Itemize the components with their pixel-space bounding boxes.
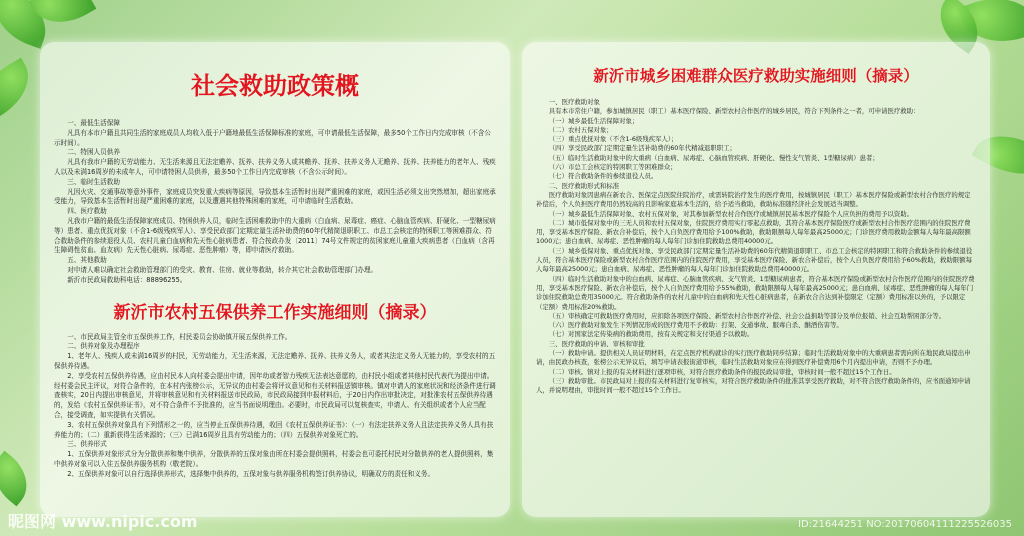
list-item: （四）享受民政部门定期定量生活补助费的60年代精减退职职工； bbox=[548, 144, 736, 153]
list-item: （二）农村五保对象； bbox=[548, 125, 613, 134]
paragraph: 凡具有我市户籍的无劳动能力、无生活来源且无法定赡养、抚养、扶养义务人或其赡养、抚养、扶养义务人无赡养、抚养、扶养能力的老年人、残疾人以及未满16周岁的未成年人，可申请特困人员供养，最多50个工作日内完成审核（不含公示时间）。 bbox=[54, 158, 496, 176]
paragraph: （七）对国家法定传染病的救助费用，按有关规定和支付渠道予以救助。 bbox=[548, 330, 754, 339]
paragraph: 对申请人难以确定社会救助管理部门的受灾、教育、住房、就业等救助，转介其它社会救助管理部门办理。 bbox=[67, 265, 378, 274]
social-assistance-title: 社会救助政策概 bbox=[191, 72, 359, 100]
list-item: （一）城乡最低生活保障对象； bbox=[548, 116, 639, 125]
right-panel bbox=[522, 42, 990, 517]
paragraph: （四）临时生活救助对象中的白血病、尿毒症、心脑血管疾病、支气管炎、1型糖尿病患者，符合基本医疗保险或新型农村合作医疗范围内的住院医疗费用，享受基本医疗保险、新农合补偿后，按个人自负医疗费用给予55%救助，救助限额每人每年最高25000元；患白血病、尿毒症、恶性肿瘤的每人每年门诊加住院救助总费用35000元。符合救助条件的农村儿童中的白血病和先天性心脏病患者，在新农合合达到补偿限定（定额）费用标准以外的，予以限定（定额）费用标准20%救助。 bbox=[536, 274, 975, 311]
paragraph: 2、五保供养对象可以自行选择供养形式，选择集中供养的，五保对象与供养服务机构签订供养协议，明确双方的责任和义务。 bbox=[67, 469, 435, 478]
paragraph: 1、五保供养对象形式分为分散供养和集中供养，分散供养的五保对象由所在村委会提供照料，村委会也可委托村民对分散供养的老人提供照料，集中供养对象可以入住五保供养服务机构（敬老院）。 bbox=[54, 450, 494, 468]
watermark-logo: 昵图网 www.nipic.com bbox=[8, 512, 198, 531]
heading: 四、医疗救助 bbox=[67, 207, 107, 216]
medical-assistance-title: 新沂市城乡困难群众医疗救助实施细则（摘录） bbox=[593, 67, 919, 85]
paragraph: （二）城市低保对象中的三无人员和农村五保对象，住院医疗费用实行零起点救助，其符合基本医疗保险医疗或新型农村合作医疗范围内的住院医疗费用，享受基本医疗保险、新农合补偿后，按个人自负医疗费用给予100%救助，救助限额每人每年最高25000元；门诊医疗费用救助金额每人每年最高限额1000元；患白血病、尿毒症、恶性肿瘤的每人每年门诊加住院救助总费用40000元。 bbox=[536, 218, 971, 246]
heading: 五、其他救助 bbox=[67, 256, 107, 265]
heading: 一、最低生活保障 bbox=[67, 119, 120, 127]
list-item: （三）重点优抚对象（不含1-6级残疾军人）； bbox=[548, 135, 678, 144]
social-assistance-body bbox=[40, 119, 510, 286]
heading: 三、临时生活救助 bbox=[67, 177, 120, 186]
paragraph: （六）医疗救助对象发生下列情况形成的医疗费用不予救助：打架、交通事故、服毒自杀、酗酒伤害等。 bbox=[548, 321, 843, 330]
leaf-decoration bbox=[0, 451, 39, 507]
heading: 一、医疗救助对象 bbox=[548, 98, 600, 106]
paragraph: 1、老年人、残疾人或未满16周岁的村民，无劳动能力，无生活来源，无法定赡养、抚养、扶养义务人，或者其法定义务人无能力的，享受农村的五保供养待遇。 bbox=[54, 352, 496, 370]
heading: 三、医疗救助的申请、审核和审批 bbox=[548, 339, 645, 348]
leaf-decoration bbox=[0, 58, 41, 123]
heading: 二、供养对象及办理程序 bbox=[67, 342, 140, 351]
paragraph: （三）城乡低保对象、重点优抚对象、享受民政部门定期定量生活补助费的60年代精简退职职工、市总工会核定的特困职工和符合救助条件的参续退役人员，符合基本医疗保险或新型农村合作医疗范围内的住院医疗费用，享受基本医疗保险、新农合补偿后，按个人自负医疗费用给予60%救助，救助限额每人每年最高25000元；患白血病、尿毒症、恶性肿瘤的每人每年门诊加住院救助总费用40000元。 bbox=[536, 246, 973, 274]
paragraph: 具有本市常住户籍，参加城镇居民（职工）基本医疗保险、新型农村合作医疗的城乡居民，符合下列条件之一者，可申请医疗救助： bbox=[548, 107, 920, 116]
paragraph: （一）救助申请。提供相关人员证明材料，在定点医疗机构就诊的实行医疗救助同步结算；临时生活救助对象中的大重病患者需向所在地民政局提出申请，由民政办核查，张榜公示无异议后，填写申请表报街道审核，临时生活救助对象应在得到医疗补偿费用6个月内提出申请，否则不予办理。 bbox=[536, 349, 971, 367]
list-item: （五）临时生活救助对象中的大重病（白血病、尿毒症、心脑血管疾病、肝硬化、慢性支气管炎、1型糖尿病）患者； bbox=[548, 153, 879, 162]
paragraph: （一）城乡最低生活保障对象、农村五保对象，对其参加新型农村合作医疗或城镇居民基本医疗保险个人应负担的费用予以资助。 bbox=[548, 209, 914, 218]
list-item: （六）市总工会核定的特困职工等困难群众； bbox=[548, 163, 677, 172]
phone-line: 新沂市民政局救助科电话：88896255。 bbox=[67, 275, 187, 284]
paragraph: （五）审核确定可救助医疗费用时，应扣除各项医疗保险、新型农村合作医疗补偿、社会公益捐助等部分及单位报销、社会互助帮困部分等。 bbox=[548, 311, 946, 320]
paragraph: （三）救助审批。市民政局对上报的有关材料进行复审核实，对符合医疗救助条件的批准其享受医疗救助，对不符合医疗救助条件的，应书面通知申请人，并说明理由，审批时间一般不超过15个工作日。 bbox=[536, 376, 971, 395]
left-panel bbox=[40, 42, 510, 517]
five-guarantee-body bbox=[40, 333, 510, 480]
five-guarantee-title: 新沂市农村五保供养工作实施细则（摘录） bbox=[113, 302, 437, 323]
list-item: （七）符合救助条件的参续退役人员。 bbox=[548, 172, 658, 181]
paragraph: 医疗救助对象因患病在新农合、医保定点医院住院治疗，或需转院治疗发生的医疗费用，按城镇居民（职工）基本医疗保险或新型农村合作医疗的规定补偿后，个人负担医疗费用仍然较高的且影响家庭基本生活的，给予适当救助，救助标准随经济社会发展适当调整。 bbox=[536, 190, 971, 209]
watermark-id: ID:21644251 NO:20170604111225526035 bbox=[798, 519, 1012, 530]
heading: 二、特困人员供养 bbox=[67, 148, 120, 157]
medical-assistance-body bbox=[522, 98, 990, 396]
heading: 二、医疗救助形式和标准 bbox=[548, 181, 620, 190]
paragraph: 凡我市户籍的最低生活保障家庭成员、特困供养人员，临时生活困难救助中的大重病（白血病、尿毒症、癌症、心脑血管疾病、肝硬化、一型糖尿病等）患者、重点优抚对象（不含1-6级残疾军人）、享受民政部门定期定量生活补助费的60年代精简退职职工、市总工会核定的特困职工等困难群众、符合救助条件的参续退役人员、农村儿童白血病和先天性心脏病患者、符合按政办发〔2011〕74号文件规定的贫困家庭儿童重大疾病患者（白血病（含再生障碍性贫血、血友病）先天性心脏病、尿毒症、恶性肿瘤）等，即申请医疗救助。 bbox=[54, 216, 496, 255]
paragraph: 凡因火灾、交通事故等意外事件，家庭成员突发重大疾病等原因，导致基本生活暂时出现严重困难的家庭，或因生活必须支出突然增加，超出家庭承受能力，导致基本生活暂时出现严重困难的家庭，以及遭遇其他特殊困难的家庭，可申请临时生活救助。 bbox=[54, 187, 496, 206]
paragraph: 2、享受农村五保供养待遇，应由村民本人向村委会提出申请，因年幼或者智力残疾无法表达意愿的，由村民小组或者其他村民代表代为提出申请。经村委会民主评议，对符合条件的，在本村内张榜公示，无异议的由村委会将评议意见和有关材料报送镇审核。镇对申请人的家庭状况和经济条件进行调查核实，20日内提出审核意见，并将审核意见和有关材料报送市民政局，市民政局接到申报材料后，于20日内作出审批决定，对批准农村五保供养待遇的，发给《农村五保供养证书》，对不符合条件不予批准的，应当书面说明理由。必要时，市民政局可以复核查实，申请人、有关组织或者个人应当配合，接受调查，如实提供有关情况。 bbox=[54, 371, 496, 419]
paragraph: 凡具有本市户籍且共同生活的家庭成员人均收入低于户籍地最低生活保障标准的家庭，可申请最低生活保障，最多50个工作日内完成审核（不含公示时间）。 bbox=[54, 128, 491, 147]
paragraph: 3、农村五保供养对象具有下列情形之一的，应当停止五保供养待遇，收回《农村五保供养证书》：（一）有法定扶养义务人且法定扶养义务人具有扶养能力的；（二）重新获得生活来源的；（三）已满16周岁且具有劳动能力的；（四）五保供养对象死亡的。 bbox=[54, 420, 494, 439]
heading: 三、供养形式 bbox=[67, 440, 107, 449]
paragraph: （二）审核。镇对上报的有关材料进行逐项审核，对符合医疗救助条件的报民政局审批，审核时间一般不超过15个工作日。 bbox=[548, 367, 896, 376]
paragraph: 一、市民政局主管全市五保供养工作，村民委员会协助镇开展五保供养工作。 bbox=[67, 332, 292, 341]
